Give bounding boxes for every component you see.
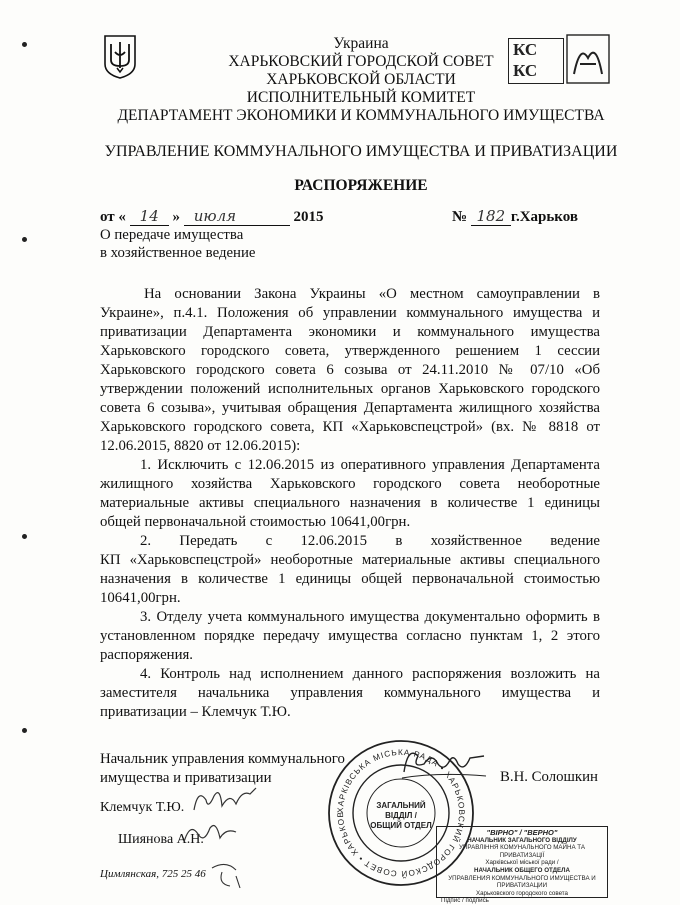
date-day: 14 <box>130 207 169 226</box>
corner-stamp-line: КС <box>513 61 538 80</box>
document-title: РАСПОРЯЖЕНИЕ <box>294 177 428 194</box>
subject-line: в хозяйственное ведение <box>100 245 256 261</box>
paragraph-intro <box>100 285 600 456</box>
text-line: 1. Исключить с 12.06.2015 из оперативного управления Департамента <box>140 457 600 473</box>
text-line: КП «Харьковспецстрой» необоротные материальные активы специального <box>100 552 600 568</box>
header-country: Украина <box>333 35 389 52</box>
margin-dot <box>22 728 27 733</box>
text-line: заместителя начальника управления коммунального имущества и <box>100 685 600 701</box>
text-line: распоряжения. <box>100 647 193 663</box>
signatory-name: В.Н. Солошкин <box>500 769 598 785</box>
number-prefix: № <box>452 209 468 225</box>
text-line: материальные активы специального назначения в количестве 1 единицы <box>100 495 600 511</box>
signature-title-line: имущества и приватизации <box>100 770 272 786</box>
approver-2: Шиянова А.Н. <box>118 832 204 847</box>
city: г.Харьков <box>510 209 578 225</box>
date-prefix: от « <box>100 209 126 225</box>
certified-stamp <box>436 826 608 905</box>
subject-line: О передаче имущества <box>100 227 244 243</box>
signature-title-line: Начальник управления коммунального <box>100 751 345 767</box>
round-stamp-center-1: ЗАГАЛЬНИЙ <box>376 801 426 810</box>
certified-stamp-line: НАЧАЛЬНИК ОБЩЕГО ОТДЕЛА <box>474 866 570 874</box>
date-year: 2015 <box>293 209 324 225</box>
text-line: На основании Закона Украины «О местном самоуправлении в <box>144 286 600 302</box>
paragraph-item-2 <box>100 532 600 608</box>
corner-stamp-emblem <box>566 34 610 84</box>
date-month: июля <box>184 207 290 226</box>
text-line: 10641,00грн. <box>100 590 181 606</box>
header-committee: ИСПОЛНИТЕЛЬНЫЙ КОМИТЕТ <box>246 89 476 106</box>
paragraph-item-3 <box>100 608 600 665</box>
text-line: 3. Отделу учета коммунального имущества документально оформить в <box>140 609 600 625</box>
document-number: 182 <box>471 207 511 226</box>
corner-stamp-line: КС <box>513 40 538 59</box>
text-line: 2. Передать с 12.06.2015 в хозяйственное ведение <box>140 533 600 549</box>
margin-dot <box>22 534 27 539</box>
approver-1: Клемчук Т.Ю. <box>100 800 185 815</box>
text-line: 12.06.2015, 8820 от 12.06.2015): <box>100 438 301 454</box>
text-line: приватизации – Клемчук Т.Ю. <box>100 704 291 720</box>
margin-dot <box>22 237 27 242</box>
date-line <box>100 207 324 226</box>
paragraph-item-4 <box>100 665 600 722</box>
text-line: приватизации Департамента экономики и коммунального имущества <box>100 324 600 340</box>
executor-mark <box>206 858 246 890</box>
text-line: утверждении положений исполнительных органов Харьковского городского <box>100 381 600 397</box>
text-line: назначения в количестве 1 единицы общей первоначальной стоимостью <box>100 571 600 587</box>
certified-stamp-line: УПРАВЛІННЯ КОМУНАЛЬНОГО МАЙНА ТА ПРИВАТИЗАЦІЇ <box>458 844 586 859</box>
round-stamp-ring-text: ХАРКІВСЬКА МІСЬКА РАДА • ХАРЬКОВСКИЙ ГОРОДСКОЙ СОВЕТ • ХАРЬКОВ <box>335 747 467 879</box>
text-line: Украине», п.4.1. Положения об управлении коммунального имущества и <box>100 305 600 321</box>
text-line: Харьковского городского совета, утвержденного решением 1 сессии <box>100 343 600 359</box>
certified-stamp-line: Підпис / подпись <box>441 897 489 905</box>
approver-2-signature <box>180 818 240 848</box>
date-mid: » <box>172 209 181 225</box>
text-line: Харьковского городского совета 6 созыва от 24.11.2010 № 07/10 «Об <box>100 362 600 378</box>
text-line: Харьковского городского совета, КП «Харьковспецстрой» (вх. № 8818 от <box>100 419 600 435</box>
round-stamp-center-3: ОБЩИЙ ОТДЕЛ <box>370 821 432 830</box>
number-line <box>452 207 578 226</box>
text-line: жилищного хозяйства Харьковского городского совета необоротные <box>100 476 600 492</box>
header-region: ХАРЬКОВСКОЙ ОБЛАСТИ <box>266 71 456 88</box>
margin-dot <box>22 42 27 47</box>
text-line: совета 6 созыва», учитывая обращения Департамента жилищного хозяйства <box>100 400 600 416</box>
header-administration: УПРАВЛЕНИЕ КОММУНАЛЬНОГО ИМУЩЕСТВА И ПРИВАТИЗАЦИИ <box>104 143 618 160</box>
certified-stamp-line: "ВІРНО" / "ВЕРНО" <box>486 828 558 837</box>
text-line: 4. Контроль над исполнением данного распоряжения возложить на <box>140 666 600 682</box>
text-line: установленном порядке передачу имущества согласно пунктам 1, 2 этого <box>100 628 600 644</box>
paragraph-item-1 <box>100 456 600 532</box>
certified-stamp-line: УПРАВЛЕНИЯ КОММУНАЛЬНОГО ИМУЩЕСТВА И ПРИВАТИЗАЦИИ <box>448 874 596 890</box>
certified-stamp-line: Харьковского городского совета <box>475 889 569 897</box>
round-stamp-center-2: ВІДДІЛ / <box>385 811 417 820</box>
approver-1-signature <box>190 782 260 816</box>
subject <box>100 226 255 262</box>
certified-stamp-line: НАЧАЛЬНИК ЗАГАЛЬНОГО ВІДДІЛУ <box>467 836 577 844</box>
header-council: ХАРЬКОВСКИЙ ГОРОДСКОЙ СОВЕТ <box>228 53 494 70</box>
corner-stamp <box>508 38 564 84</box>
executor-contact: Цимлянская, 725 25 46 <box>100 868 206 880</box>
header-department: ДЕПАРТАМЕНТ ЭКОНОМИКИ И КОММУНАЛЬНОГО ИМУЩЕСТВА <box>117 107 605 124</box>
text-line: общей первоначальной стоимостью 10641,00грн. <box>100 514 411 530</box>
certified-stamp-line: Харківської міської ради / <box>485 859 559 867</box>
